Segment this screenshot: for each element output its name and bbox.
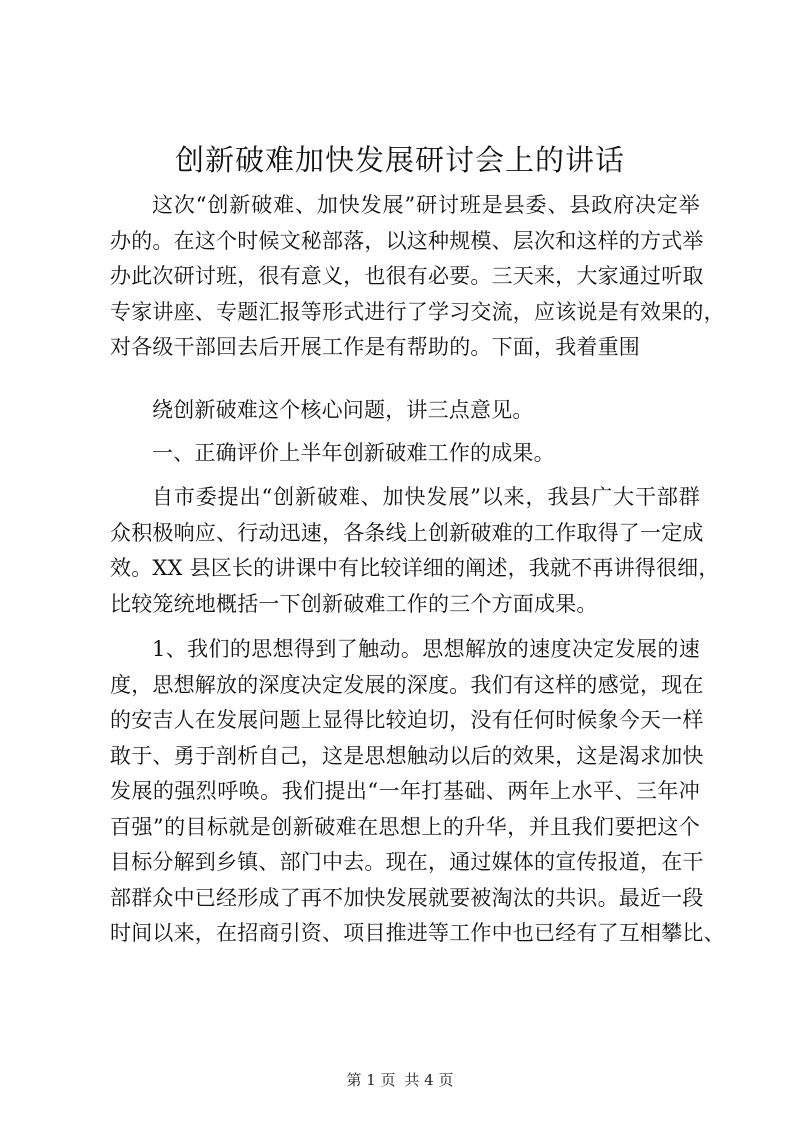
paragraph-line: 这次“创新破难、加快发展”研讨班是县委、县政府决定举 [152, 193, 700, 217]
paragraph-1 [110, 188, 725, 366]
section-heading-1 [110, 436, 700, 472]
paragraph-line: 一、正确评价上半年创新破难工作的成果。 [152, 441, 555, 465]
paragraph-line: 敢于、勇于剖析自己，这是思想触动以后的效果，这是渴求加快 [110, 743, 704, 768]
document-title: 创新破难加快发展研讨会上的讲话 [174, 143, 625, 177]
paragraph-line: 众积极响应、行动迅速，各条线上创新破难的工作取得了一定成 [110, 520, 704, 545]
paragraph-line: 办此次研讨班，很有意义，也很有必要。三天来，大家通过听取 [110, 264, 704, 288]
paragraph-line: 目标分解到乡镇、部门中去。现在，通过媒体的宣传报道，在干 [110, 850, 704, 874]
paragraph-line: 自市委提出“创新破难、加快发展”以来，我县广大干部群 [152, 485, 700, 509]
page-number: 第 1 页 [346, 1071, 396, 1089]
paragraph-line: 专家讲座、专题汇报等形式进行了学习交流，应该说是有效果的， [110, 299, 725, 324]
page-footer [0, 1070, 800, 1090]
paragraph-line: 部群众中已经形成了再不加快发展就要被淘汰的共识。最近一段 [110, 885, 704, 910]
paragraph-line: 绕创新破难这个核心问题，讲三点意见。 [152, 398, 534, 422]
paragraph-4 [110, 632, 725, 952]
paragraph-line: 效。XX 县区长的讲课中有比较详细的阐述，我就不再讲得很细， [110, 556, 720, 580]
paragraph-line: 时间以来，在招商引资、项目推进等工作中也已经有了互相攀比、 [110, 921, 725, 945]
paragraph-3 [110, 480, 720, 622]
paragraph-line: 办的。在这个时候文秘部落，以这种规模、层次和这样的方式举 [110, 228, 704, 253]
paragraph-line: 百强”的目标就是创新破难在思想上的升华，并且我们要把这个 [110, 814, 700, 839]
paragraph-line: 发展的强烈呼唤。我们提出“一年打基础、两年上水平、三年冲 [110, 779, 700, 803]
paragraph-2 [110, 393, 700, 429]
paragraph-line: 比较笼统地概括一下创新破难工作的三个方面成果。 [110, 591, 598, 616]
paragraph-line: 的安吉人在发展问题上显得比较迫切，没有任何时候象今天一样 [110, 708, 704, 732]
total-pages: 共 4 页 [404, 1071, 454, 1089]
paragraph-line: 1、我们的思想得到了触动。思想解放的速度决定发展的速 [152, 637, 700, 661]
paragraph-line: 度，思想解放的深度决定发展的深度。我们有这样的感觉，现在 [110, 672, 704, 697]
paragraph-line: 对各级干部回去后开展工作是有帮助的。下面，我着重围 [110, 335, 640, 359]
